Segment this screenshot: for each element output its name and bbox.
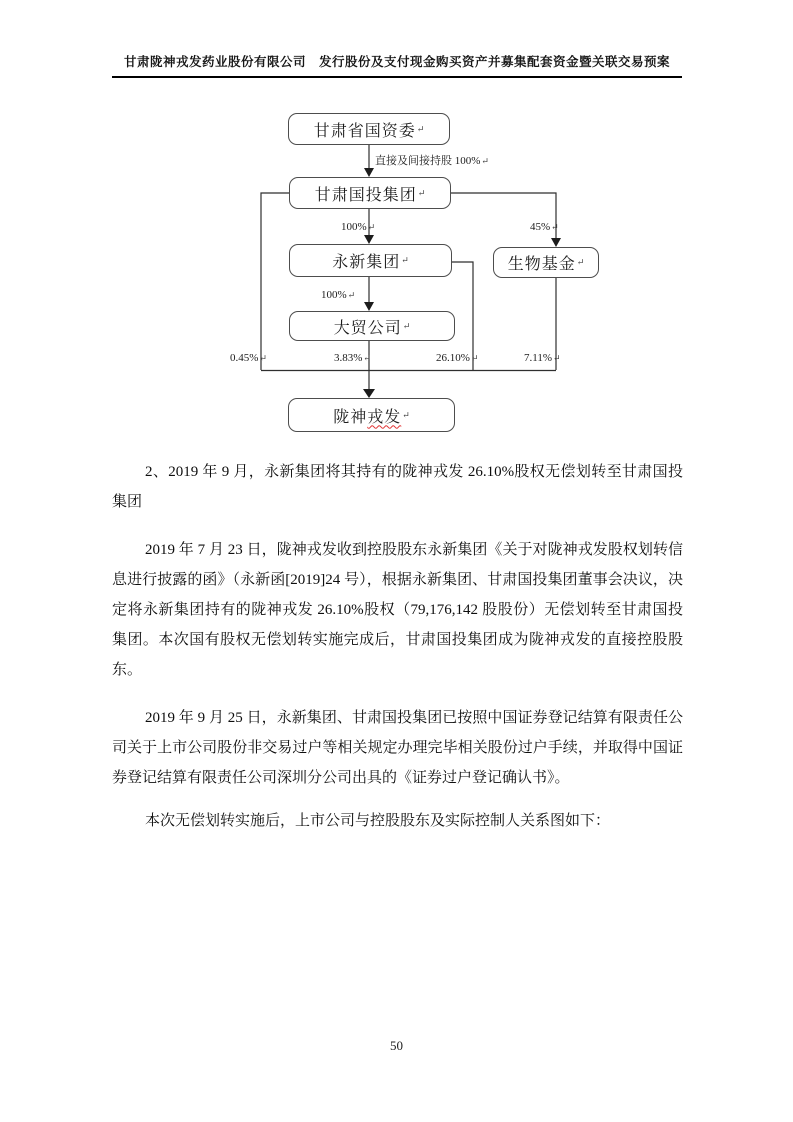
edge-label-text: 26.10% [436,352,470,364]
paragraph-transfer-notice: 2019 年 7 月 23 日，陇神戎发收到控股股东永新集团《关于对陇神戎发股权划转信息进行披露的函》（永新函[2019]24 号），根据永新集团、甘肃国投集团董事会决议，决定将永新集团持有的陇神戎发 26.10%股权（79,176,142 股股份）无偿划转至甘肃国投集团。本次国有股权无偿划转实施完成后，甘肃国投集团成为陇神戎发的直接控股股东。 [112,542,683,678]
org-chart-connectors [0,0,793,460]
org-node-label: 永新集团 [332,254,401,271]
return-mark-icon: ↵ [402,320,411,331]
return-mark-icon: ↵ [259,353,267,363]
edge-label-biofund-to-longshen [524,352,561,364]
org-node-gansu-gitic [289,177,451,209]
return-mark-icon: ↵ [481,156,489,166]
org-node-label-spellcheck: 戎发 [367,408,402,426]
ownership-structure-diagram [0,0,793,460]
return-mark-icon: ↵ [416,123,425,134]
org-node-yongxin-group [289,244,452,277]
return-mark-icon: ↵ [417,187,426,198]
return-mark-icon: ↵ [470,353,479,363]
arrow-gov-to-gitic [364,168,374,177]
org-node-label: 陇神 [333,408,368,426]
page-number: 50 [390,1038,403,1053]
return-mark-icon: ↵ [347,290,356,300]
edge-label-text: 100% [321,289,347,301]
edge-label-text: 0.45% [230,352,259,364]
return-mark-icon: ↵ [401,255,409,265]
org-node-longshen-rongfa [288,398,455,432]
org-node-label: 生物基金 [507,256,576,273]
edge-label-gov-to-gitic [375,155,489,167]
header-title: 甘肃陇神戎发药业股份有限公司 发行股份及支付现金购买资产并募集配套资金暨关联交易预案 [123,55,670,69]
org-node-label: 甘肃国投集团 [314,186,417,204]
edge-label-yongxin-to-longshen [436,352,478,364]
edge-label-text: 7.11% [524,352,553,364]
org-node-damao-company [289,311,455,341]
org-node-label: 大贸公司 [333,319,402,337]
arrow-to-longshen [363,389,375,398]
arrow-gitic-to-yongxin [364,235,374,244]
edge-label-gitic-to-biofund [530,221,559,233]
body-text [112,457,683,836]
org-node-label: 甘肃省国资委 [313,122,416,140]
return-mark-icon: ↵ [367,222,376,232]
arrow-yongxin-to-damao [364,302,374,311]
return-mark-icon: ↵ [551,222,559,232]
edge-label-yongxin-to-damao [321,289,355,301]
return-mark-icon: ↵ [363,353,371,363]
edge-label-text: 45% [530,221,551,233]
paragraph-diagram-lead-in: 本次无偿划转实施后，上市公司与控股股东及实际控制人关系图如下： [145,813,611,829]
org-node-bio-fund [493,247,599,278]
edge-label-text: 100% [341,221,367,233]
return-mark-icon: ↵ [553,353,561,363]
return-mark-icon: ↵ [576,257,585,267]
arrow-gitic-to-biofund [551,238,561,247]
edge-label-gitic-to-yongxin [341,221,375,233]
return-mark-icon: ↵ [402,409,410,420]
edge-label-damao-to-longshen [334,352,371,364]
org-node-gansu-sasac [288,113,450,145]
paragraph-section-heading: 2、2019 年 9 月，永新集团将其持有的陇神戎发 26.10%股权无偿划转至甘肃国投集团 [112,464,683,510]
edge-label-text: 3.83% [334,352,363,364]
paragraph-registration-completed: 2019 年 9 月 25 日，永新集团、甘肃国投集团已按照中国证券登记结算有限责任公司关于上市公司股份非交易过户等相关规定办理完毕相关股份过户手续，并取得中国证券登记结算有限责任公司深圳分公司出具的《证券过户登记确认书》。 [112,710,683,786]
edge-label-text: 直接及间接持股 100% [375,155,481,167]
edge-label-gitic-to-longshen [230,352,267,364]
